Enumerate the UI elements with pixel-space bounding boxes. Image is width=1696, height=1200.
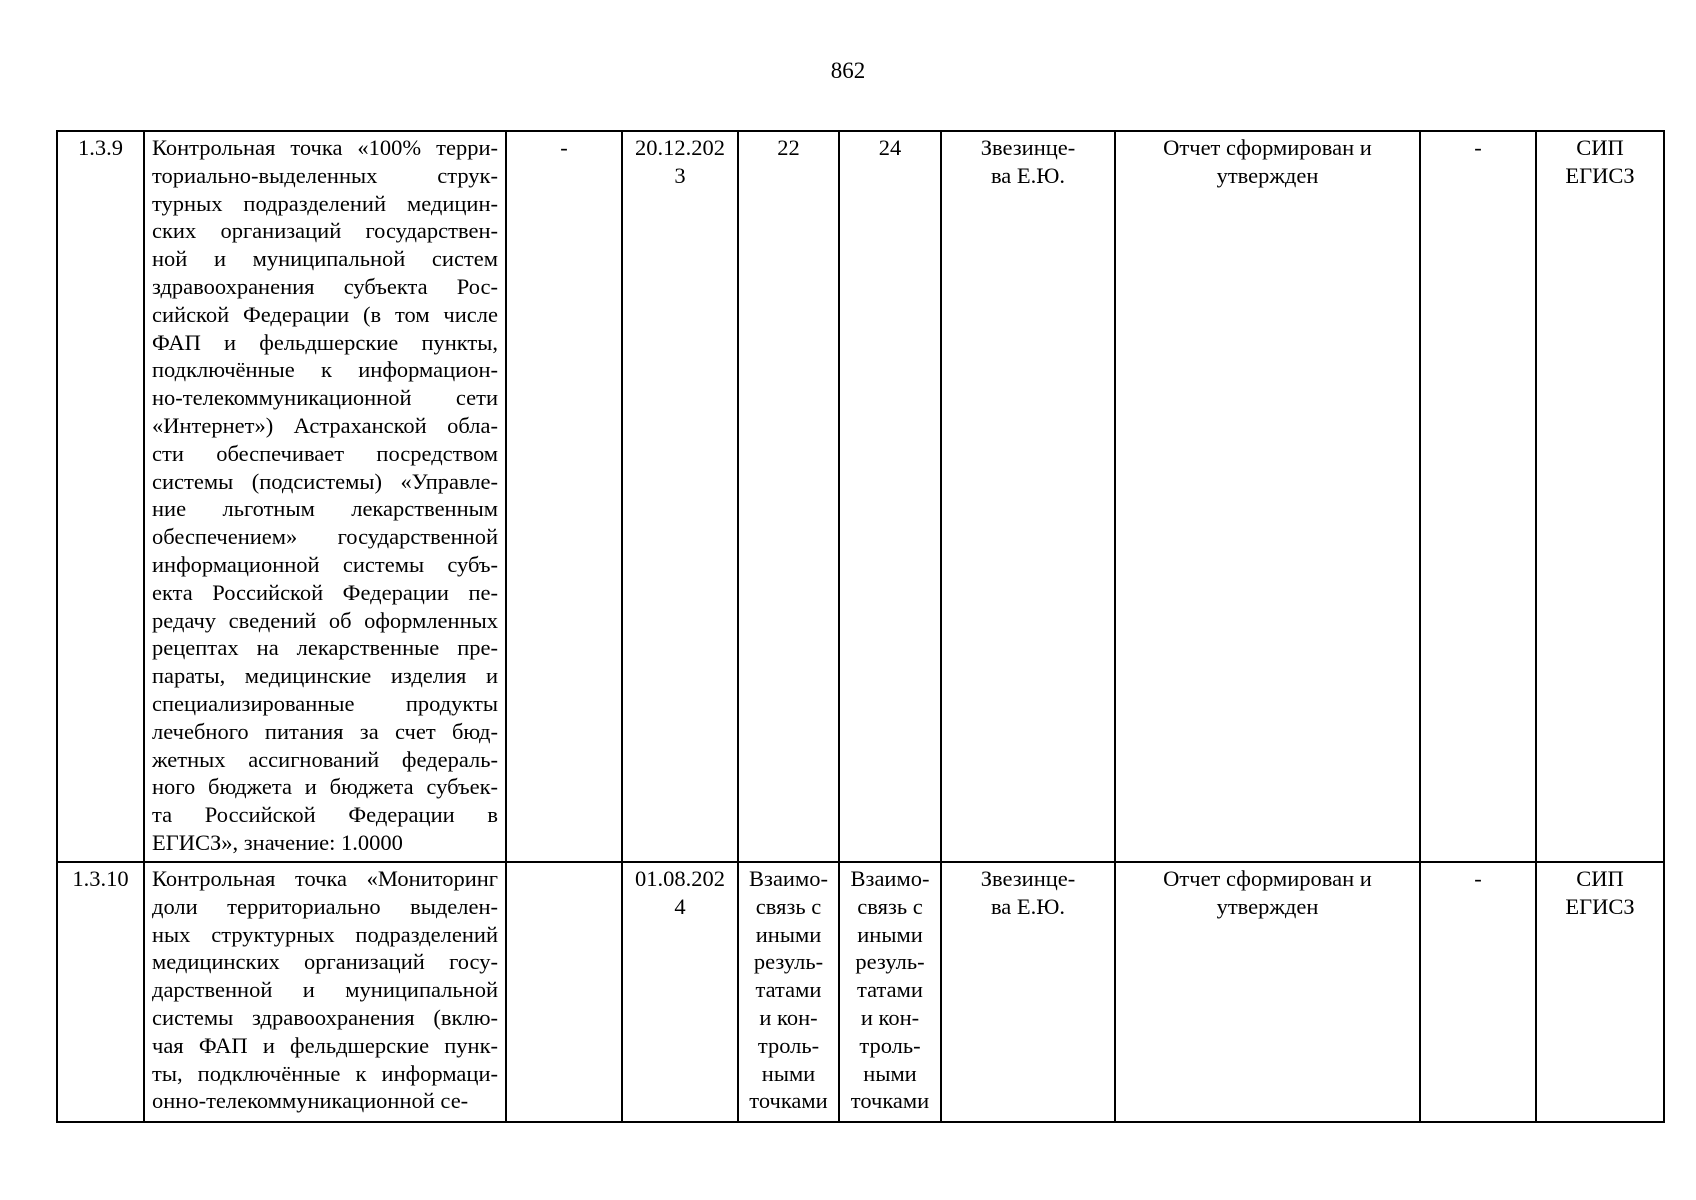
dash-cell: - [1420, 131, 1536, 862]
text-line: Контрольная точка «100% терри- [152, 135, 498, 160]
start-date-cell [506, 862, 622, 1122]
text-line: ЕГИСЗ [1565, 893, 1635, 919]
text-line: Отчет сформирован и [1163, 135, 1372, 160]
text-line: подключённые к информацион- [152, 357, 498, 383]
text-line: та Российской Федерации в [152, 802, 498, 828]
text-line: Взаимо- [850, 866, 930, 891]
plan-table [56, 130, 1665, 1123]
text-line: но-телекоммуникационной сети [152, 385, 498, 411]
text-line: резуль- [753, 949, 824, 975]
responsible-cell [941, 131, 1115, 862]
end-date-cell: 20.12.2023 [622, 131, 738, 862]
text-line: ние льготным лекарственным [152, 496, 498, 522]
text-line: ного бюджета и бюджета субъек- [152, 774, 498, 800]
text-line: связь с [857, 893, 923, 919]
text-line: чая ФАП и фельдшерские пунк- [152, 1032, 498, 1058]
text-line: Контрольная точка «Мониторинг [152, 866, 498, 891]
text-line: турных подразделений медицин- [152, 190, 498, 216]
text-line: «Интернет») Астраханской обла- [152, 412, 498, 438]
system-cell [1536, 131, 1664, 862]
text-line: доли территориально выделен- [152, 893, 498, 919]
text-line: специализированные продукты [152, 690, 498, 716]
text-line: ными [761, 1060, 816, 1086]
table-row [57, 131, 1664, 862]
text-line: и кон- [860, 1004, 920, 1030]
text-line: сийской Федерации (в том числе [152, 301, 498, 327]
text-line: ских организаций государствен- [152, 218, 498, 244]
end-date-cell: 01.08.2024 [622, 862, 738, 1122]
text-line: системы здравоохранения (вклю- [152, 1004, 498, 1030]
table-row [57, 862, 1664, 1122]
text-line: троль- [757, 1032, 820, 1058]
item-number-cell: 1.3.9 [57, 131, 144, 862]
text-line: ЕГИСЗ», значение: 1.0000 [152, 829, 403, 855]
page-number: 862 [830, 58, 866, 83]
value-cell [738, 862, 839, 1122]
text-line: ты, подключённые к информаци- [152, 1060, 498, 1086]
responsible-cell [941, 862, 1115, 1122]
text-line: лечебного питания за счет бюд- [152, 718, 498, 744]
text-line: троль- [859, 1032, 921, 1058]
value-cell [839, 862, 941, 1122]
text-line: ва Е.Ю. [990, 893, 1066, 919]
result-cell [1115, 131, 1420, 862]
item-number-cell: 1.3.10 [57, 862, 144, 1122]
text-line: точками [749, 1088, 828, 1114]
text-line: иными [857, 921, 923, 947]
description-cell [144, 862, 506, 1122]
text-line: редачу сведений об оформленных [152, 607, 498, 633]
text-line: ФАП и фельдшерские пункты, [152, 329, 498, 355]
text-line: обеспечением» государственной [152, 524, 498, 550]
text-line: ва Е.Ю. [990, 162, 1066, 188]
text-line: ториально-выделенных струк- [152, 162, 498, 188]
text-line: Звезинце- [980, 866, 1076, 891]
text-line: ными [863, 1060, 917, 1086]
text-line: Отчет сформирован и [1163, 866, 1372, 891]
description-cell [144, 131, 506, 862]
text-line: точками [850, 1088, 930, 1114]
text-line: медицинских организаций госу- [152, 949, 498, 975]
text-line: Взаимо- [749, 866, 828, 891]
dash-cell: - [1420, 862, 1536, 1122]
text-line: ЕГИСЗ [1565, 162, 1635, 188]
text-line: ных структурных подразделений [152, 921, 498, 947]
value-cell: 24 [839, 131, 941, 862]
system-cell [1536, 862, 1664, 1122]
text-line: ной и муниципальной систем [152, 246, 498, 272]
start-date-cell: - [506, 131, 622, 862]
text-line: екта Российской Федерации пе- [152, 579, 498, 605]
text-line: татами [755, 977, 822, 1003]
text-line: СИП [1576, 866, 1624, 891]
text-line: иными [755, 921, 822, 947]
text-line: связь с [755, 893, 822, 919]
text-line: параты, медицинские изделия и [152, 663, 498, 689]
text-line: Звезинце- [980, 135, 1076, 160]
text-line: сти обеспечивает посредством [152, 440, 498, 466]
text-line: утвержден [1216, 162, 1319, 188]
text-line: здравоохранения субъекта Рос- [152, 273, 498, 299]
text-line: дарственной и муниципальной [152, 977, 498, 1003]
text-line: резуль- [855, 949, 925, 975]
value-cell: 22 [738, 131, 839, 862]
text-line: системы (подсистемы) «Управле- [152, 468, 498, 494]
text-line: рецептах на лекарственные пре- [152, 635, 498, 661]
text-line: утвержден [1216, 893, 1319, 919]
text-line: и кон- [759, 1004, 818, 1030]
text-line: информационной системы субъ- [152, 551, 498, 577]
result-cell [1115, 862, 1420, 1122]
text-line: жетных ассигнований федераль- [152, 746, 498, 772]
text-line: онно-телекоммуникационной се- [152, 1088, 469, 1114]
text-line: татами [857, 977, 923, 1003]
text-line: СИП [1576, 135, 1624, 160]
